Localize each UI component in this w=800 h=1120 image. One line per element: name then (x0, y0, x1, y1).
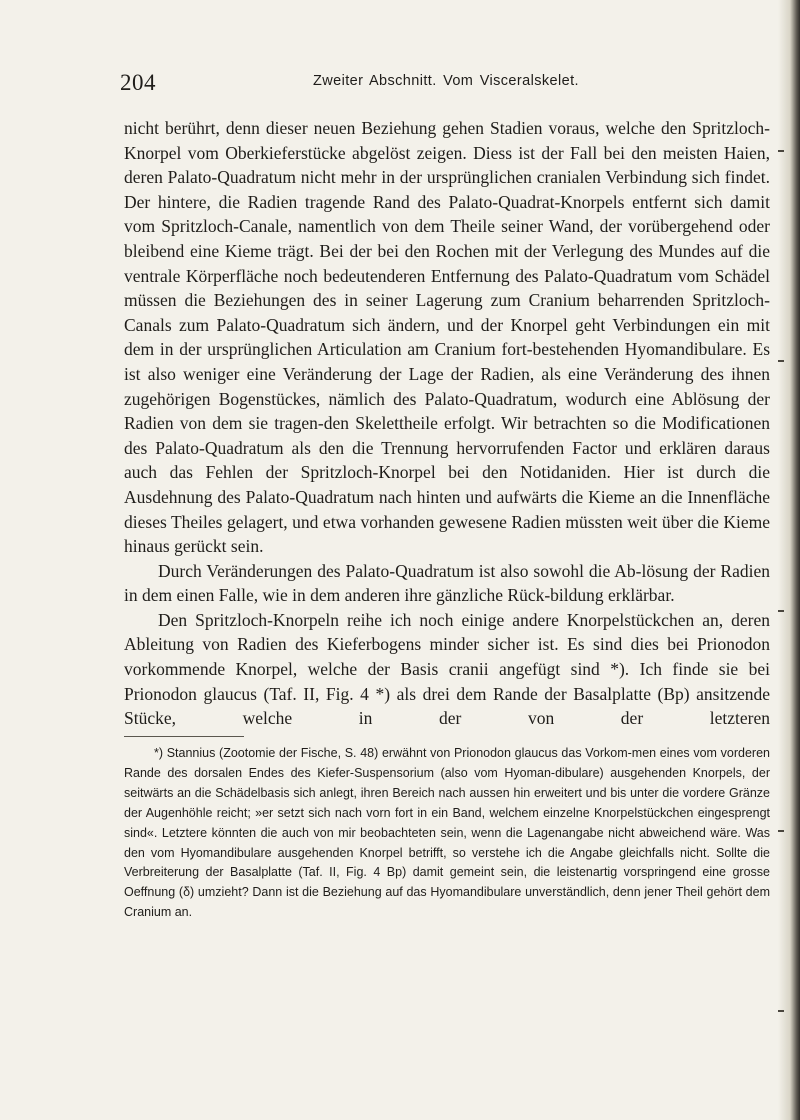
edge-mark (778, 150, 784, 152)
paragraph: Den Spritzloch-Knorpeln reihe ich noch einige andere Knorpelstückchen an, deren Ableitung von Radien des Kieferbogens minder sicher ist. Es sind dies bei Prionodon vorkommende Knorpel, welche der Basis cranii angefügt sind *). Ich finde sie bei Prionodon glaucus (Taf. II, Fig. 4 *) als drei dem Rande der Basalplatte (Bp) ansitzende Stücke, welche in der von der letzteren (124, 609, 770, 729)
main-text (124, 116, 770, 731)
page-number: 204 (120, 70, 156, 95)
edge-mark (778, 830, 784, 832)
running-title: Zweiter Abschnitt. Vom Visceralskelet. (313, 73, 579, 89)
footnote (124, 744, 770, 923)
edge-mark (778, 360, 784, 362)
edge-mark (778, 610, 784, 612)
edge-mark (778, 1010, 784, 1012)
footnote-divider (124, 736, 244, 737)
paragraph: nicht berührt, denn dieser neuen Beziehung gehen Stadien voraus, welche den Spritzloch-Knorpel vom Oberkieferstücke abgelöst zeigen. Diess ist der Fall bei den meisten Haien, deren Palato-Quadratum nicht mehr in der ursprünglichen cranialen Verbindung sich findet. Der hintere, die Radien tragende Rand des Palato-Quadrat-Knorpels entfernt sich damit vom Spritzloch-Canale, namentlich von dem Theile seiner Wand, der vorübergehend oder bleibend eine Kieme trägt. Bei der bei den Rochen mit der Verlegung des Mundes auf die ventrale Körperfläche noch bedeutenderen Entfernung des Palato-Quadratum vom Schädel müssen die Beziehungen des in seiner Lagerung zum Cranium beharrenden Spritzloch-Canals zum Palato-Quadratum sich ändern, und der Knorpel geht Verbindungen ein mit dem in der ursprünglichen Articulation am Cranium fort-bestehenden Hyomandibulare. Es ist also weniger eine Veränderung der Lage der Radien, als eine Veränderung des ihnen zugehörigen Bogenstückes, nämlich des Palato-Quadratum, wodurch eine Ablösung der Radien von dem sie tragen-den Skelettheile erfolgt. Wir betrachten so die Modificationen des Palato-Quadratum als den die Trennung hervorrufenden Factor und erklären daraus auch das Fehlen der Spritzloch-Knorpel bei den Notidaniden. Hier ist durch die Ausdehnung des Palato-Quadratum nach hinten und aufwärts die Kieme an die Innenfläche dieses Theiles gelagert, und etwa vorhanden gewesene Radien müssten weit über die Kieme hinaus gerückt sein. (124, 118, 770, 557)
footnote-text: *) Stannius (Zootomie der Fische, S. 48) erwähnt von Prionodon glaucus das Vorkom-men eines vom vorderen Rande des dorsalen Endes des Kiefer-Suspensorium (also vom Hyoman-dibulare) ausgehenden Knorpels, der seitwärts an die Schädelbasis sich anlegt, ihren Bereich nach aussen hin erweitert und bis unter die vordere Gränze der Augenhöhle reicht; »er setzt sich nach vorn fort in ein Band, welchem einzelne Knorpelstückchen eingesprengt sind«. Letztere könnten die auch von mir beobachteten sein, wenn die Lagenangabe nicht abweichend wäre. Was den vom Hyomandibulare ausgehenden Knorpel betrifft, so verstehe ich die Angabe gleichfalls nicht. Sollte die Verbreiterung der Basalplatte (Taf. II, Fig. 4 Bp) damit gemeint sein, die leistenartig vorspringend eine grosse Oeffnung (δ) umzieht? Dann ist die Beziehung auf das Hyomandibulare unverständlich, denn jener Theil gehört dem Cranium an. (124, 746, 770, 920)
page-edge-shadow (778, 0, 800, 1120)
paragraph: Durch Veränderungen des Palato-Quadratum ist also sowohl die Ab-lösung der Radien in dem einen Falle, wie in dem anderen ihre gänzliche Rück-bildung erklärbar. (124, 560, 770, 606)
